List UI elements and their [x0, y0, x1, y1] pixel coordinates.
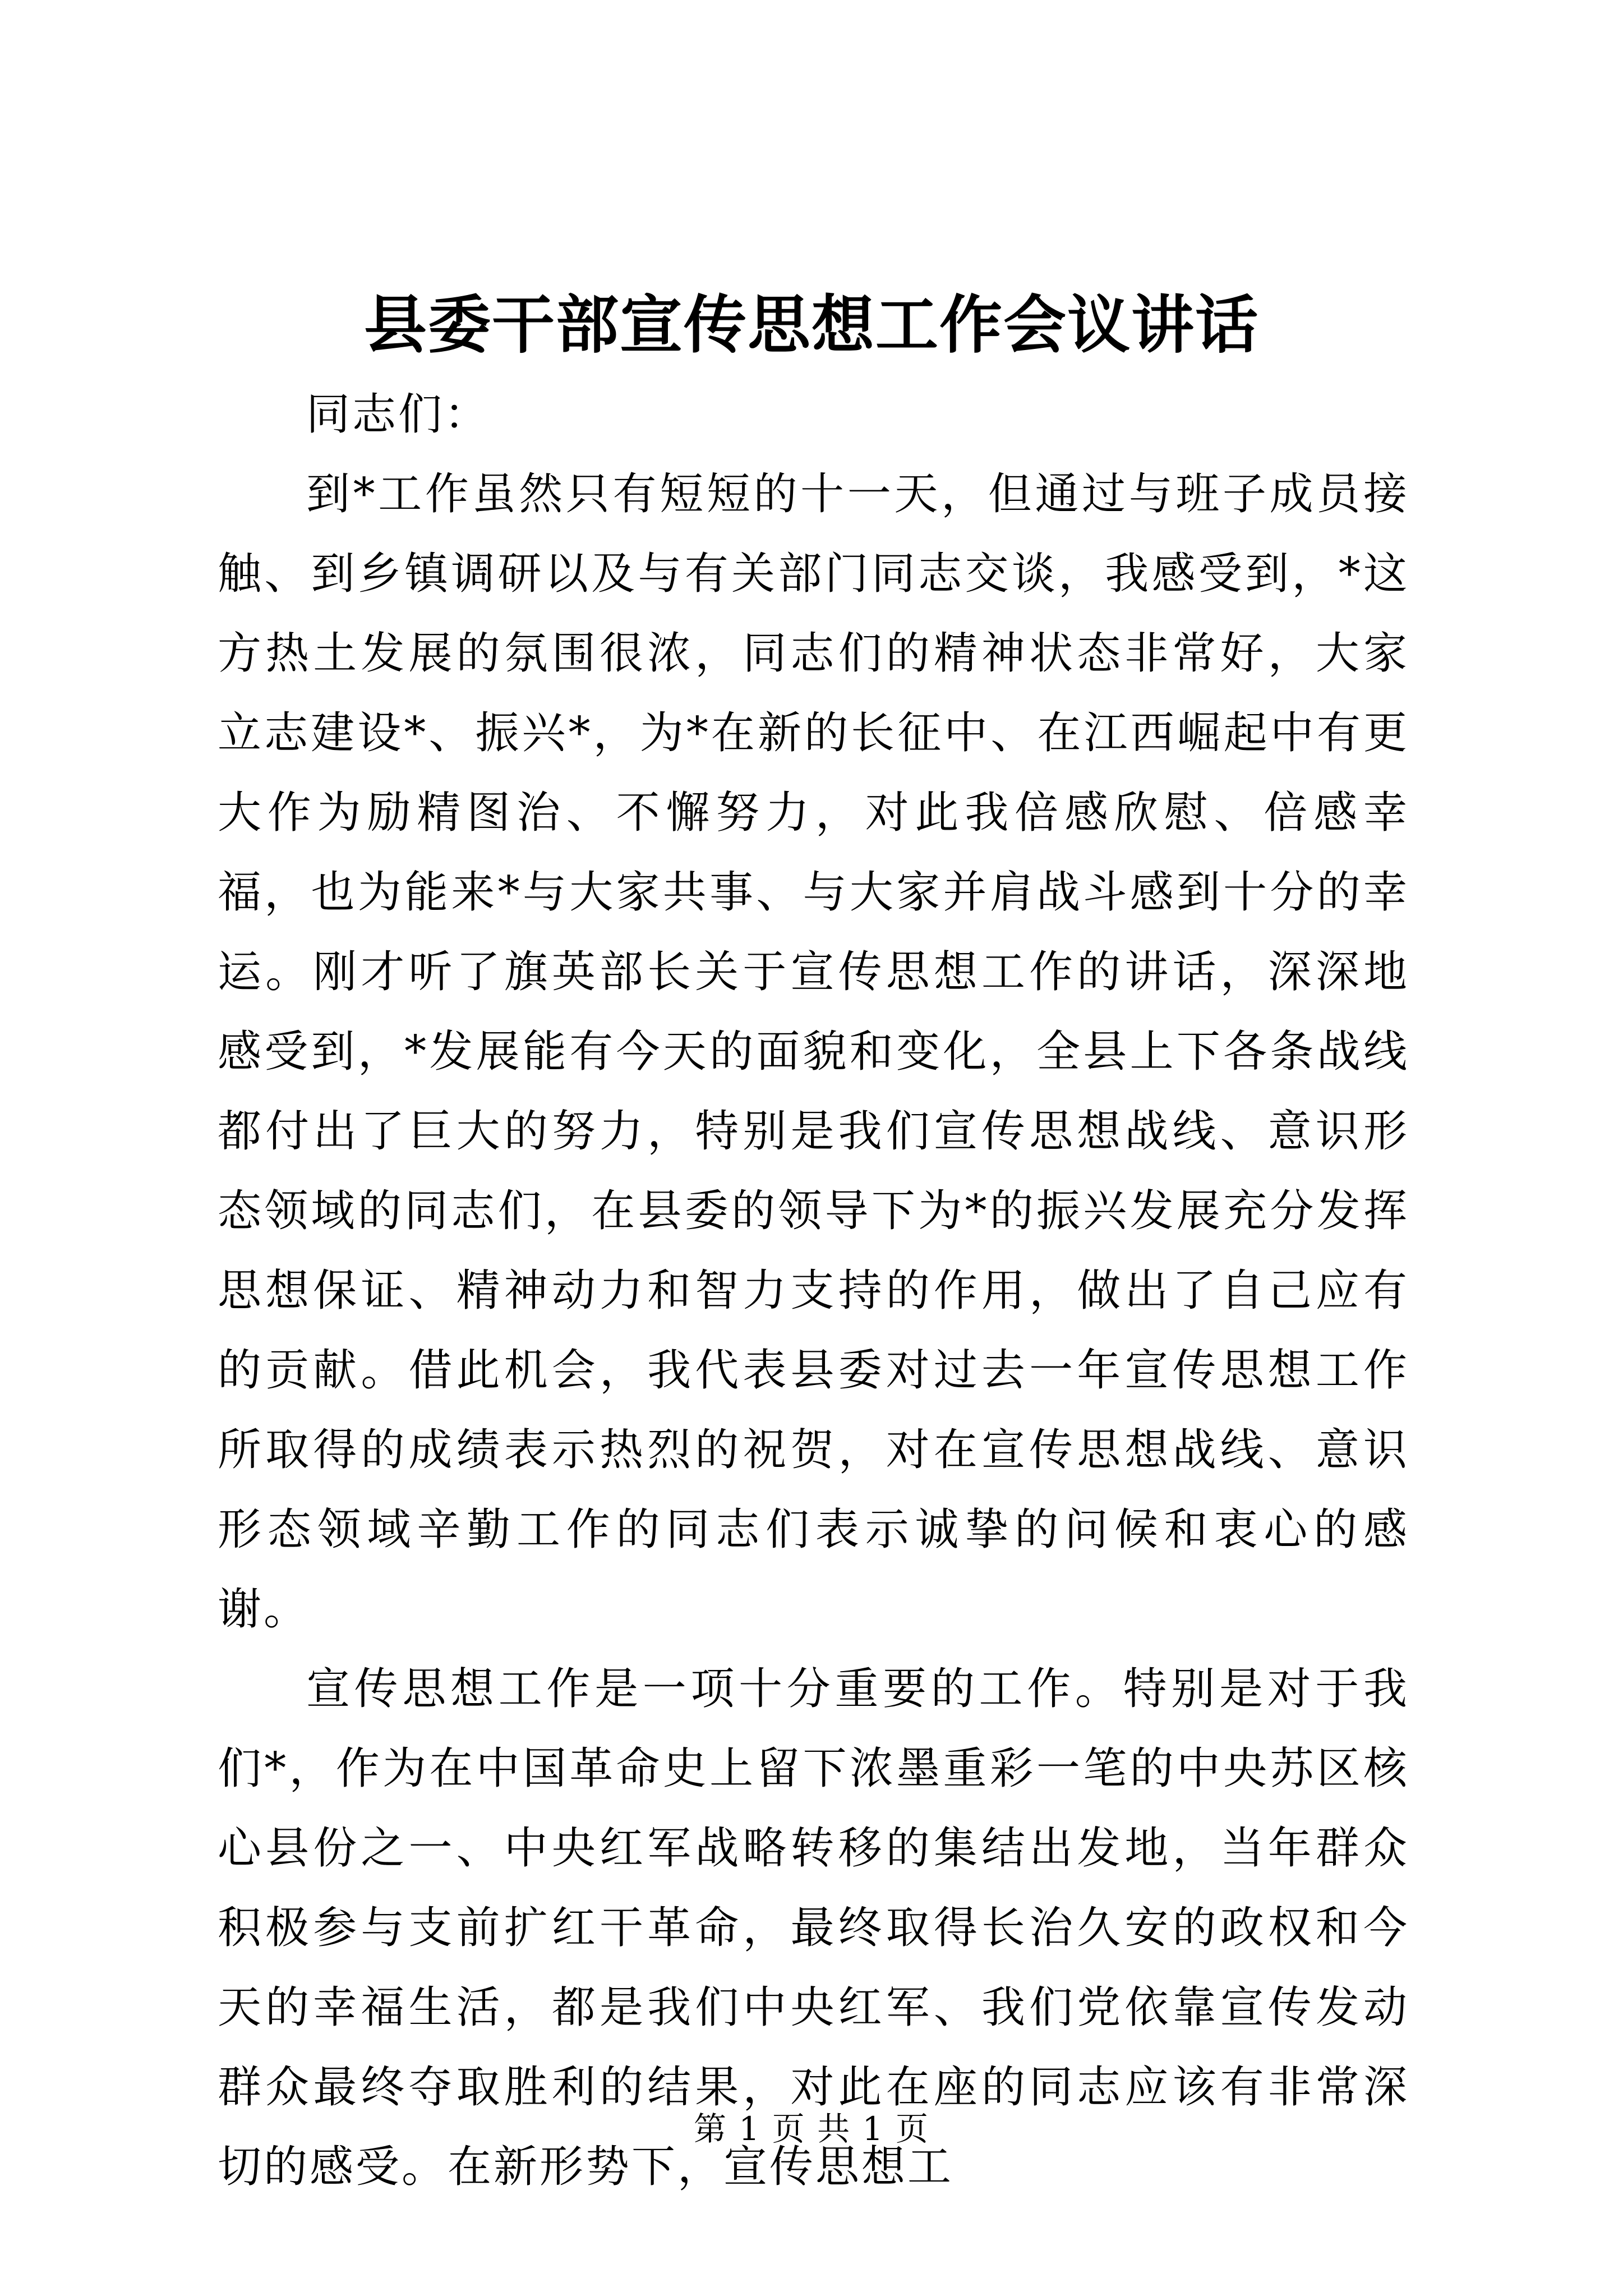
document-title: 县委干部宣传思想工作会议讲话 — [364, 288, 1259, 362]
document-body — [218, 375, 1409, 2207]
paragraph-1: 到*工作虽然只有短短的十一天，但通过与班子成员接触、到乡镇调研以及与有关部门同志交谈，我感受到，*这方热土发展的氛围很浓，同志们的精神状态非常好，大家立志建设*、振兴*，为*在新的长征中、在江西崛起中有更大作为励精图治、不懈努力，对此我倍感欣慰、倍感幸福，也为能来*与大家共事、与大家并肩战斗感到十分的幸运。刚才听了旗英部长关于宣传思想工作的讲话，深深地感受到，*发展能有今天的面貌和变化，全县上下各条战线都付出了巨大的努力，特别是我们宣传思想战线、意识形态领域的同志们，在县委的领导下为*的振兴发展充分发挥思想保证、精神动力和智力支持的作用，做出了自己应有的贡献。借此机会，我代表县委对过去一年宣传思想工作所取得的成绩表示热烈的祝贺，对在宣传思想战线、意识形态领域辛勤工作的同志们表示诚挚的问候和衷心的感谢。 — [218, 469, 1409, 1635]
page-footer: 第 1 页 共 1 页 — [694, 2110, 929, 2148]
salutation: 同志们： — [306, 389, 491, 440]
paragraph-2: 宣传思想工作是一项十分重要的工作。特别是对于我们*，作为在中国革命史上留下浓墨重彩一笔的中央苏区核心县份之一、中央红军战略转移的集结出发地，当年群众积极参与支前扩红干革命，最终取得长治久安的政权和今天的幸福生活，都是我们中央红军、我们党依靠宣传发动群众最终夺取胜利的结果，对此在座的同志应该有非常深切的感受。在新形势下，宣传思想工 — [218, 1664, 1409, 2192]
